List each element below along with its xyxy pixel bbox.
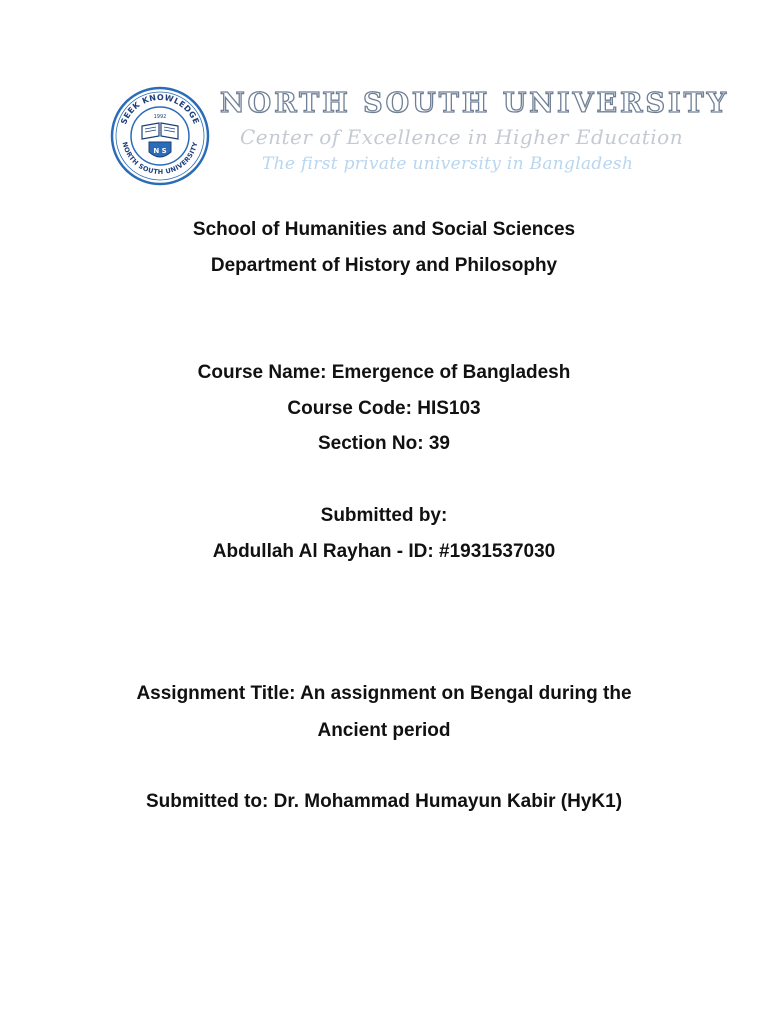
university-seal-logo xyxy=(110,86,210,186)
assignment-title-line-2: Ancient period xyxy=(317,720,451,741)
university-motto: The first private university in Bangladesh xyxy=(262,154,634,174)
school-name: School of Humanities and Social Sciences xyxy=(192,219,576,240)
assignment-title-line-1: Assignment Title: An assignment on Bengal during the xyxy=(136,683,632,704)
university-name: NORTH SOUTH UNIVERSITY xyxy=(220,88,730,119)
seal-bottom-text: NORTH SOUTH UNIVERSITY xyxy=(120,141,200,177)
department-name: Department of History and Philosophy xyxy=(210,255,558,276)
submitted-by-label: Submitted by: xyxy=(320,505,448,526)
section-number: Section No: 39 xyxy=(318,433,450,454)
seal-letters: N S xyxy=(153,147,167,155)
student-name-id: Abdullah Al Rayhan - ID: #1931537030 xyxy=(212,541,556,562)
submitted-to: Submitted to: Dr. Mohammad Humayun Kabir (HyK1) xyxy=(145,791,623,812)
course-name: Course Name: Emergence of Bangladesh xyxy=(197,362,571,383)
seal-year: 1992 xyxy=(153,114,167,120)
university-tagline: Center of Excellence in Higher Education xyxy=(240,125,684,149)
university-letterhead xyxy=(110,84,730,189)
seal-top-text: SEEK KNOWLEDGE xyxy=(119,92,201,126)
course-code: Course Code: HIS103 xyxy=(287,398,481,419)
